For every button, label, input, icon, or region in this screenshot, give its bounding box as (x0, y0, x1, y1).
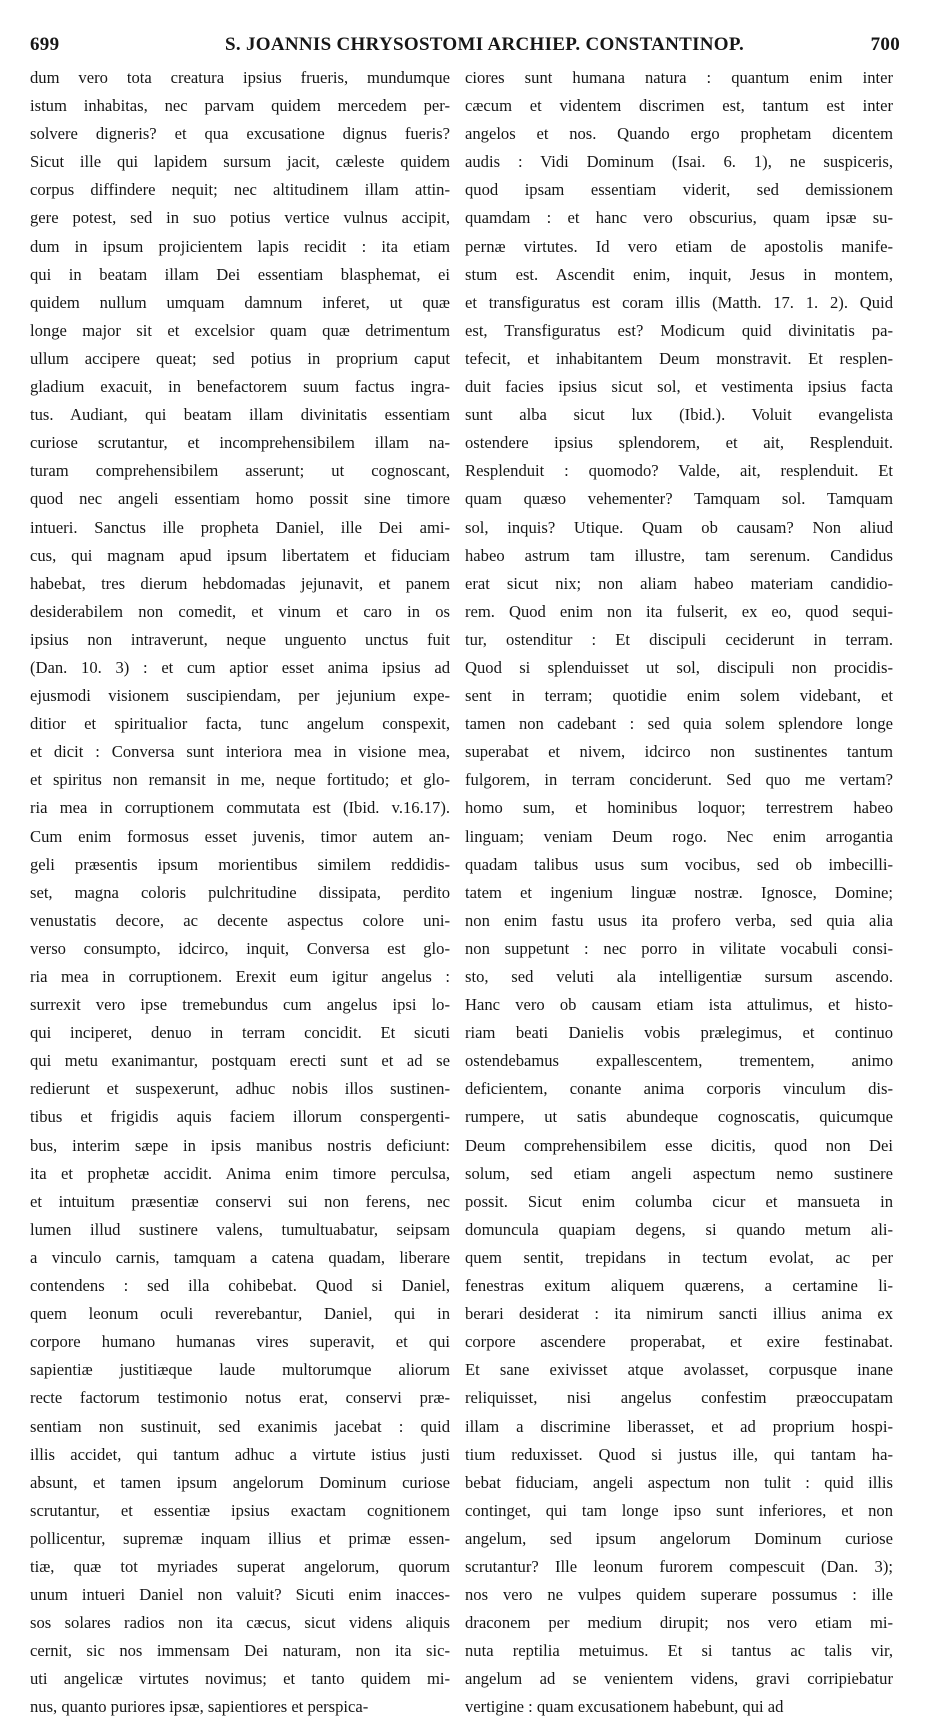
text-line: fulgorem, in terram conciderunt. Sed quo me vertam? (465, 770, 893, 790)
text-line: Resplenduit : quomodo? Valde, ait, resplenduit. Et (465, 461, 893, 481)
text-line: tur, ostenditur : Et discipuli ceciderunt in terram. (465, 629, 893, 649)
text-line: quod ipsam essentiam viderit, sed demissionem (465, 180, 893, 200)
text-line: duit facies ipsius sicut sol, et vestimenta ipsius facta (465, 377, 893, 397)
text-line: qui inciperet, denuo in terram concidit. Et sicuti (30, 1023, 450, 1043)
text-line: homo sum, et hominibus loquor; terrestrem habeo (465, 798, 893, 818)
text-line: sapientiæ justitiæque laude multorumque aliorum (30, 1360, 450, 1380)
text-line: sos solares radios non ita cæcus, sicut videns aliquis (30, 1613, 450, 1633)
text-line: geli præsentis ipsum morientibus similem reddidis- (30, 854, 450, 874)
text-line: set, magna coloris pulchritudine dissipata, perdito (30, 882, 450, 902)
text-line: erat sicut nix; non aliam habeo materiam candidio- (465, 573, 893, 593)
text-line: cus, qui magnam apud ipsum libertatem et fiduciam (30, 545, 450, 565)
text-line: stum est. Ascendit enim, inquit, Jesus in montem, (465, 264, 893, 284)
text-line: unum intueri Daniel non valuit? Sicuti enim inacces- (30, 1585, 450, 1605)
text-line: tibus et frigidis aquis faciem illorum conspergenti- (30, 1107, 450, 1127)
text-line: scrutantur? Ille leonum furorem compescuit (Dan. 3); (465, 1556, 893, 1576)
right-column (465, 64, 893, 1722)
text-line: domuncula quapiam degens, si quando metum ali- (465, 1219, 893, 1239)
text-line: ditior et spiritualior facta, tunc angelum conspexit, (30, 714, 450, 734)
text-line: angelos et nos. Quando ergo prophetam dicentem (465, 124, 893, 144)
text-line: est, Transfiguratus est? Modicum quid divinitatis pa- (465, 320, 893, 340)
text-line: absunt, et tamen ipsum angelorum Dominum curiose (30, 1472, 450, 1492)
text-line: quem sentit, trepidans in tectum evolat, ac per (465, 1247, 893, 1267)
text-line: tatem et ingenium linguæ nostræ. Ignosce, Domine; (465, 882, 893, 902)
text-line: desiderabilem non comedit, et vinum et caro in os (30, 601, 450, 621)
text-line: ita et prophetæ accidit. Anima enim timore perculsa, (30, 1163, 450, 1183)
text-line: pernæ virtutes. Id vero etiam de apostolis manife- (465, 236, 893, 256)
text-line: riam beati Danielis vobis prælegimus, et continuo (465, 1023, 893, 1043)
text-line: habeo astrum tam illustre, tam serenum. Candidus (465, 545, 893, 565)
text-line: angelum, sed ipsum angelorum Dominum curiose (465, 1528, 893, 1548)
text-line: ciores sunt humana natura : quantum enim inter (465, 68, 893, 87)
text-line: ostendebamus expallescentem, trementem, animo (465, 1051, 893, 1071)
text-line: Et sane exivisset atque avolasset, corpusque inane (465, 1360, 893, 1380)
text-line: cæcum et videntem discrimen est, tantum est inter (465, 96, 893, 116)
text-line: sentiam non sustinuit, sed exanimis jacebat : quid (30, 1416, 450, 1436)
text-line: corpore ascendere properabat, et exire festinabat. (465, 1332, 893, 1352)
text-line: Sicut ille qui lapidem sursum jacit, cæleste quidem (30, 152, 450, 172)
text-line: vertigine : quam excusationem habebunt, qui ad (465, 1697, 784, 1717)
left-column (30, 64, 450, 1722)
text-line: Deum comprehensibilem esse dicitis, quod non Dei (465, 1135, 893, 1155)
text-line: linguam; veniam Deum rogo. Nec enim arrogantia (465, 826, 893, 846)
text-line: ria mea in corruptionem. Erexit eum igitur angelus : (30, 967, 450, 986)
text-line: redierunt et suspexerunt, adhuc nobis illos sustinen- (30, 1079, 450, 1099)
text-line: tium reduxisset. Quod si justus ille, qui tantam ha- (465, 1444, 893, 1464)
text-line: solum, sed etiam angeli aspectum nemo sustinere (465, 1163, 893, 1183)
page-number-right: 700 (870, 34, 900, 55)
text-line: (Dan. 10. 3) : et cum aptior esset anima ipsius ad (30, 657, 450, 677)
text-line: ullum accipere queat; sed potius in proprium caput (30, 348, 450, 368)
text-line: rem. Quod enim non ita fulserit, ex eo, quod sequi- (465, 601, 893, 621)
text-line: et transfiguratus est coram illis (Matth. 17. 1. 2). Quid (465, 292, 893, 312)
text-line: draconem per medium dirupit; nos vero etiam mi- (465, 1613, 893, 1633)
text-line: intueri. Sanctus ille propheta Daniel, ille Dei ami- (30, 517, 450, 537)
text-line: Quod si splenduisset ut sol, discipuli non procidis- (465, 657, 893, 677)
text-line: nos vero ne vulpes quidem superare possumus : ille (465, 1585, 893, 1605)
text-line: berari desiderat : ita nimirum sancti illius anima ex (465, 1304, 893, 1324)
text-line: verso consumpto, idcirco, inquit, Conversa est glo- (30, 938, 450, 958)
text-line: ostendere ipsius splendorem, et ait, Resplenduit. (465, 433, 893, 453)
text-line: sunt alba sicut lux (Ibid.). Voluit evangelista (465, 405, 893, 425)
text-line: superabat et nivem, idcirco non sustinentes tantum (465, 742, 893, 762)
text-line: qui metu exanimantur, postquam erecti sunt et ad se (30, 1051, 450, 1071)
text-line: curiose scrutantur, et incomprehensibilem illam na- (30, 433, 450, 453)
text-line: sol, inquis? Utique. Quam ob causam? Non aliud (465, 517, 893, 537)
text-line: pollicentur, supremæ inquam illius et primæ essen- (30, 1528, 450, 1548)
text-line: deficientem, conante anima corporis vinculum dis- (465, 1079, 893, 1099)
text-line: bebat fiduciam, angeli aspectum non tulit : quid illis (465, 1472, 893, 1492)
text-line: a vinculo carnis, tamquam a catena quadam, liberare (30, 1247, 450, 1267)
text-line: nuta reptilia metuimus. Et si tantus ac talis vir, (465, 1641, 893, 1661)
text-line: habebat, tres dierum hebdomadas jejunavit, et panem (30, 573, 450, 593)
page-number-left: 699 (30, 34, 60, 55)
text-line: audis : Vidi Dominum (Isai. 6. 1), ne suspiceris, (465, 152, 893, 172)
text-line: cernit, sic nos immensam Dei naturam, non ita sic- (30, 1641, 450, 1661)
text-line: et intuitum præsentiæ conservi sui non ferens, nec (30, 1191, 450, 1211)
text-line: dum in ipsum projicientem lapis recidit : ita etiam (30, 236, 450, 256)
text-line: fenestras exitum aliquem quærens, a certamine li- (465, 1276, 893, 1296)
running-header (30, 34, 900, 62)
text-line: tiæ, quæ tot myriades superat angelorum, quorum (30, 1556, 450, 1576)
text-line: continget, qui tam longe ipso sunt inferiores, et non (465, 1500, 893, 1520)
text-line: quadam talibus usus sum vocibus, sed ob imbecilli- (465, 854, 893, 874)
text-line: uti angelicæ virtutes novimus; et tanto quidem mi- (30, 1669, 450, 1689)
text-line: bus, interim sæpe in ipsis manibus nostris deficiunt: (30, 1135, 450, 1155)
text-line: gladium exacuit, in benefactorem suum factus ingra- (30, 377, 450, 397)
text-line: rumpere, ut satis abundeque cognoscatis, quicumque (465, 1107, 893, 1127)
text-line: et dicit : Conversa sunt interiora mea in visione mea, (30, 742, 450, 762)
text-line: illam a discrimine liberasset, et ad proprium hospi- (465, 1416, 893, 1436)
text-line: reliquisset, nisi angelus confestim præoccupatam (465, 1388, 893, 1408)
text-line: turam comprehensibilem asserunt; ut cognoscant, (30, 461, 450, 481)
text-line: ipsius non intraverunt, neque unguento unctus fuit (30, 629, 450, 649)
text-line: corpus diffindere nequit; nec altitudinem illam attin- (30, 180, 450, 200)
text-line: scrutantur, et essentiæ ipsius exactam cognitionem (30, 1500, 450, 1520)
text-line: corpore humano humanas vires superavit, et qui (30, 1332, 450, 1352)
text-line: angelum ad se venientem videns, gravi corripiebatur (465, 1669, 893, 1689)
text-line: sto, sed veluti ala intelligentiæ sursum ascendo. (465, 967, 893, 986)
text-line: gere potest, sed in suo potius vertice vulnus accipit, (30, 208, 450, 228)
text-line: venustatis decore, ac decente aspectus colore uni- (30, 910, 450, 930)
text-line: Hanc vero ob causam etiam ista attulimus, et histo- (465, 995, 893, 1015)
text-line: possit. Sicut enim columba cicur et mansueta in (465, 1191, 893, 1211)
text-line: qui in beatam illam Dei essentiam blasphemat, ei (30, 264, 450, 284)
text-line: quam quæso vehementer? Tamquam sol. Tamquam (465, 489, 893, 509)
running-title: S. JOANNIS CHRYSOSTOMI ARCHIEP. CONSTANTINOP. (225, 34, 745, 55)
text-line: ria mea in corruptionem commutata est (Ibid. v.16.17). (30, 798, 450, 818)
text-line: nus, quanto puriores ipsæ, sapientiores et perspica- (30, 1697, 369, 1717)
text-line: et spiritus non remansit in me, neque fortitudo; et glo- (30, 770, 450, 790)
text-line: longe major sit et excelsior quam quæ detrimentum (30, 320, 450, 340)
text-line: lumen illud sustinere valens, tumultuabatur, seipsam (30, 1219, 450, 1239)
text-line: quidem nullum umquam damnum inferet, ut quæ (30, 292, 450, 312)
text-line: sent in terram; quotidie enim solem videbant, et (465, 686, 893, 706)
text-line: contendens : sed illa cohibebat. Quod si Daniel, (30, 1276, 450, 1296)
text-line: non enim fastu usus ita profero verba, sed quia alia (465, 910, 893, 930)
text-line: tamen non cadebant : sed quia solem splendore longe (465, 714, 893, 734)
text-line: ejusmodi visionem suscipiendam, per jejunium expe- (30, 686, 450, 706)
text-line: quamdam : et hanc vero obscurius, quam ipsæ su- (465, 208, 893, 228)
text-line: surrexit vero ipse tremebundus cum angelus ipsi lo- (30, 995, 450, 1015)
text-line: tus. Audiant, qui beatam illam divinitatis essentiam (30, 405, 450, 425)
text-line: illis accidet, qui tantum adhuc a virtute istius justi (30, 1444, 450, 1464)
text-line: Cum enim formosus esset juvenis, timor autem an- (30, 826, 450, 846)
text-line: dum vero tota creatura ipsius frueris, mundumque (30, 68, 450, 87)
text-line: recte factorum testimonio notus erat, conservi præ- (30, 1388, 450, 1408)
text-line: quod nec angeli essentiam homo possit sine timore (30, 489, 450, 509)
text-line: solvere digneris? et qua excusatione dignus fueris? (30, 124, 450, 144)
text-line: istum inhabitas, nec parvam quidem mercedem per- (30, 96, 450, 116)
text-line: tefecit, et inhabitantem Deum monstravit. Et resplen- (465, 348, 893, 368)
text-line: quem leonum oculi reverebantur, Daniel, qui in (30, 1304, 450, 1324)
text-line: non suppetunt : nec porro in vilitate vocabuli consi- (465, 938, 893, 958)
